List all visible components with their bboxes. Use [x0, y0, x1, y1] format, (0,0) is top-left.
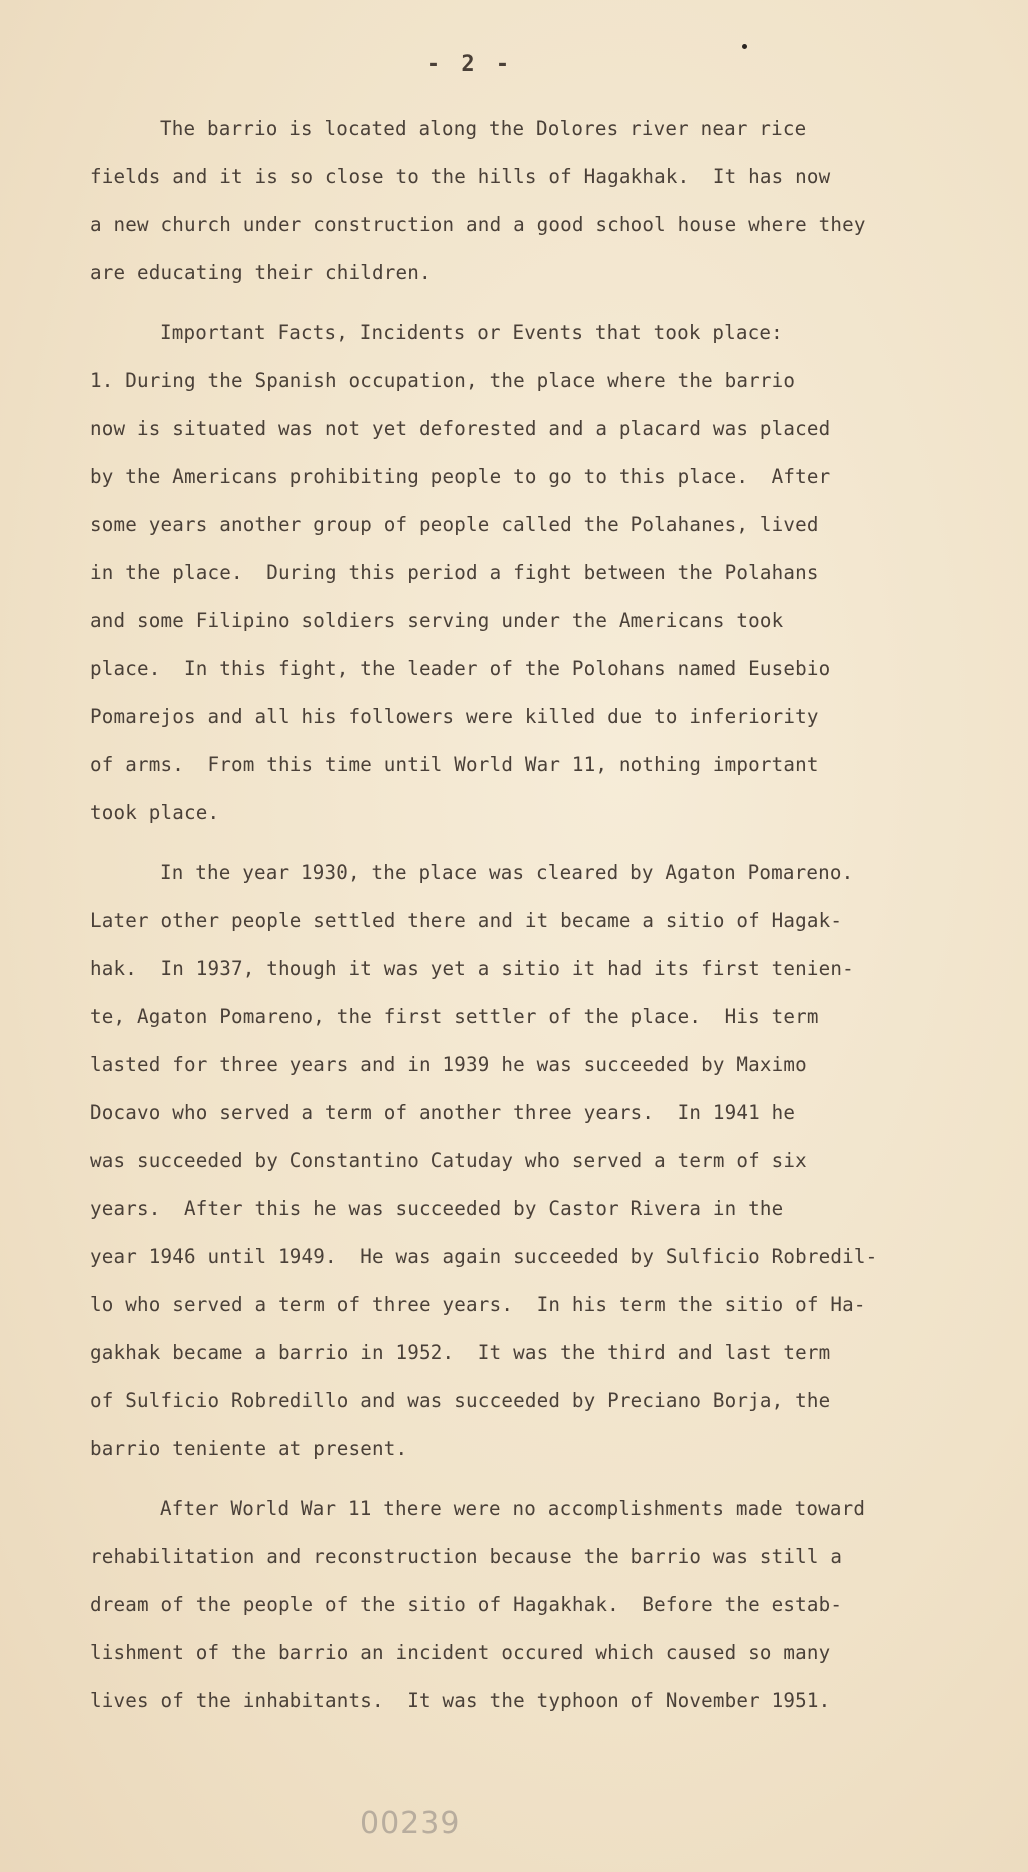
text-line: Important Facts, Incidents or Events that took place: — [160, 321, 783, 344]
text-line: hak. In 1937, though it was yet a sitio it had its first tenien- — [90, 957, 854, 980]
text-line: some years another group of people called the Polahanes, lived — [90, 513, 819, 536]
text-line: After World War 11 there were no accomplishments made toward — [160, 1497, 866, 1520]
text-line: and some Filipino soldiers serving under the Americans took — [90, 609, 784, 632]
ink-dot — [742, 44, 747, 49]
text-line: of Sulficio Robredillo and was succeeded by Preciano Borja, the — [90, 1389, 831, 1412]
text-line: years. After this he was succeeded by Castor Rivera in the — [90, 1197, 784, 1220]
text-line: now is situated was not yet deforested and a placard was placed — [90, 417, 831, 440]
body-text — [90, 105, 950, 1725]
text-line: Docavo who served a term of another three years. In 1941 he — [90, 1101, 796, 1124]
page-number: - 2 - — [426, 52, 514, 77]
archive-stamp-number: 00239 — [360, 1806, 461, 1841]
text-line: lo who served a term of three years. In his term the sitio of Ha- — [90, 1293, 866, 1316]
text-line: barrio teniente at present. — [90, 1437, 408, 1460]
text-line: rehabilitation and reconstruction because the barrio was still a — [90, 1545, 843, 1568]
text-line: dream of the people of the sitio of Hagakhak. Before the estab- — [90, 1593, 843, 1616]
text-line: lives of the inhabitants. It was the typhoon of November 1951. — [90, 1689, 831, 1712]
text-line: Pomarejos and all his followers were killed due to inferiority — [90, 705, 819, 728]
text-line: a new church under construction and a good school house where they — [90, 213, 866, 236]
text-line: te, Agaton Pomareno, the first settler of the place. His term — [90, 1005, 819, 1028]
text-line: lishment of the barrio an incident occured which caused so many — [90, 1641, 831, 1664]
text-line: gakhak became a barrio in 1952. It was the third and last term — [90, 1341, 831, 1364]
text-line: of arms. From this time until World War 11, nothing important — [90, 753, 819, 776]
text-line: are educating their children. — [90, 261, 431, 284]
text-line: place. In this fight, the leader of the Polohans named Eusebio — [90, 657, 831, 680]
text-line: The barrio is located along the Dolores river near rice — [160, 117, 807, 140]
text-line: In the year 1930, the place was cleared by Agaton Pomareno. — [160, 861, 854, 884]
text-line: in the place. During this period a fight between the Polahans — [90, 561, 819, 584]
text-line: fields and it is so close to the hills of Hagakhak. It has now — [90, 165, 831, 188]
text-line: lasted for three years and in 1939 he was succeeded by Maximo — [90, 1053, 807, 1076]
text-line: year 1946 until 1949. He was again succeeded by Sulficio Robredil- — [90, 1245, 878, 1268]
text-line: took place. — [90, 801, 220, 824]
text-line: was succeeded by Constantino Catuday who served a term of six — [90, 1149, 807, 1172]
text-line: 1. During the Spanish occupation, the place where the barrio — [90, 369, 796, 392]
text-line: Later other people settled there and it became a sitio of Hagak- — [90, 909, 843, 932]
text-line: by the Americans prohibiting people to go to this place. After — [90, 465, 831, 488]
